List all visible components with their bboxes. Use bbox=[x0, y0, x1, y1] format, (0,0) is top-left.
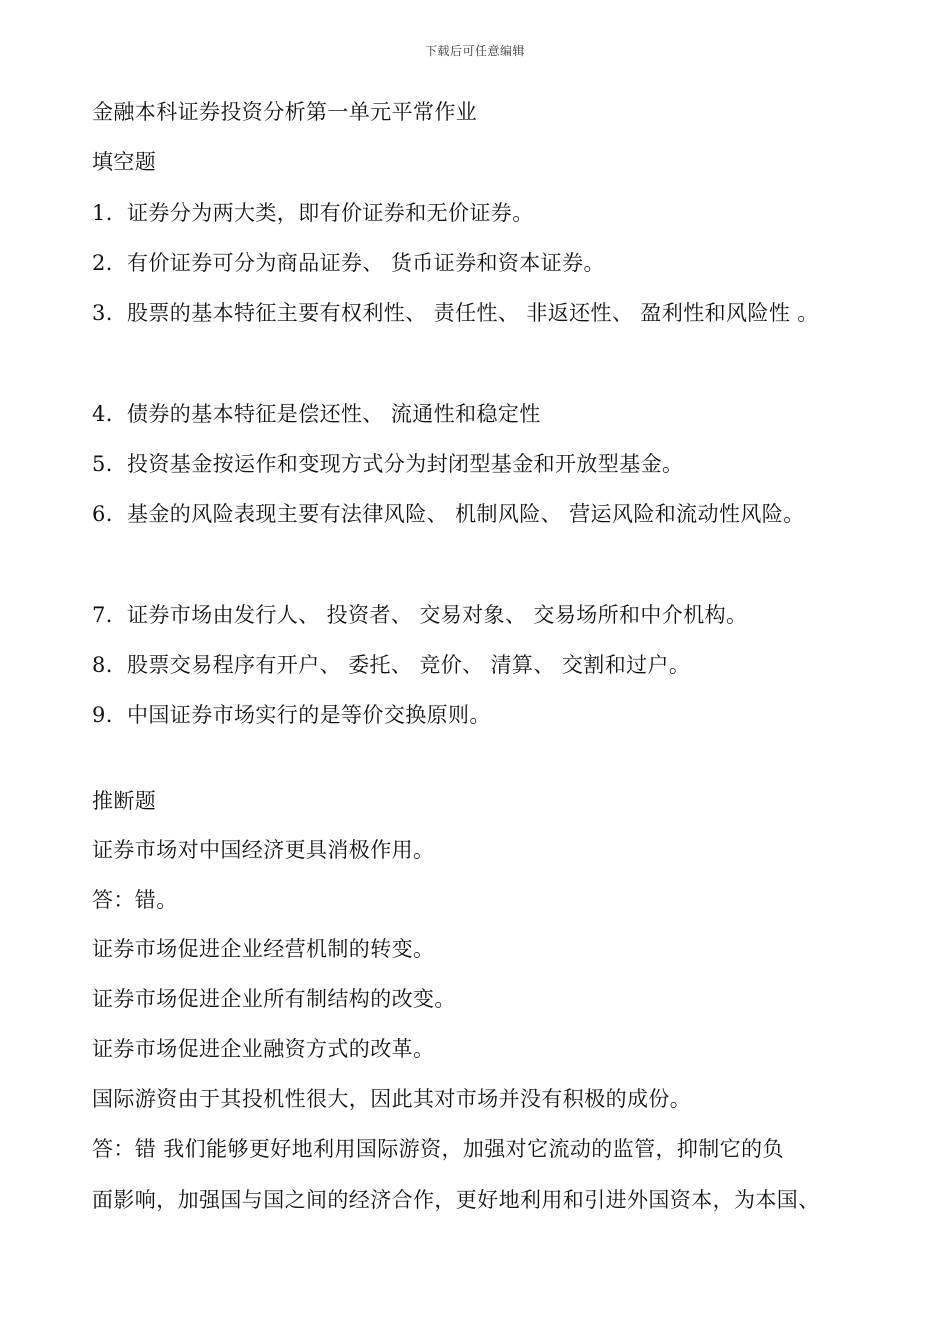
judge-line: 证券市场促进企业经营机制的转变。 bbox=[92, 937, 435, 961]
fill-item-5 bbox=[92, 450, 683, 478]
item-number: 7. bbox=[92, 603, 113, 627]
judge-line: 证券市场促进企业融资方式的改革。 bbox=[92, 1037, 435, 1061]
item-text: 证券市场由发行人、 投资者、 交易对象、 交易场所和中介机构。 bbox=[127, 603, 748, 627]
item-text: 投资基金按运作和变现方式分为封闭型基金和开放型基金。 bbox=[127, 452, 684, 476]
fill-item-8 bbox=[92, 651, 690, 679]
item-text: 债券的基本特征是偿还性、 流通性和稳定性 bbox=[127, 402, 541, 426]
fill-item-4 bbox=[92, 400, 541, 428]
section-heading-fill-in: 填空题 bbox=[92, 150, 157, 174]
fill-item-1 bbox=[92, 199, 534, 227]
judge-answer: 答：错。 bbox=[92, 888, 178, 912]
item-number: 9. bbox=[92, 703, 113, 727]
judge-line: 国际游资由于其投机性很大，因此其对市场并没有积极的成份。 bbox=[92, 1087, 692, 1111]
section-heading-judgement: 推断题 bbox=[92, 789, 157, 813]
item-number: 3. bbox=[92, 301, 113, 325]
fill-item-7 bbox=[92, 601, 747, 629]
judge-line: 证券市场促进企业所有制结构的改变。 bbox=[92, 987, 456, 1011]
judge-line: 证券市场对中国经济更具消极作用。 bbox=[92, 838, 435, 862]
fill-item-2 bbox=[92, 249, 605, 277]
judge-answer-continued: 面影响，加强国与国之间的经济合作，更好地利用和引进外国资本，为本国、 bbox=[92, 1188, 820, 1212]
item-number: 5. bbox=[92, 452, 113, 476]
item-number: 2. bbox=[92, 251, 113, 275]
fill-item-6 bbox=[92, 500, 805, 528]
item-number: 1. bbox=[92, 201, 113, 225]
item-text: 中国证券市场实行的是等价交换原则。 bbox=[127, 703, 491, 727]
item-text: 基金的风险表现主要有法律风险、 机制风险、 营运风险和流动性风险。 bbox=[127, 502, 805, 526]
item-text: 股票交易程序有开户、 委托、 竞价、 清算、 交割和过户。 bbox=[127, 653, 691, 677]
item-text: 有价证券可分为商品证券、 货币证券和资本证券。 bbox=[127, 251, 605, 275]
fill-item-9 bbox=[92, 701, 491, 729]
item-number: 4. bbox=[92, 402, 113, 426]
item-number: 8. bbox=[92, 653, 113, 677]
item-text: 证券分为两大类，即有价证券和无价证券。 bbox=[127, 201, 534, 225]
document-title: 金融本科证券投资分析第一单元平常作业 bbox=[92, 100, 478, 124]
item-text: 股票的基本特征主要有权利性、 责任性、 非返还性、 盈利性和风险性 。 bbox=[127, 301, 819, 325]
fill-item-3 bbox=[92, 299, 819, 327]
header-note: 下载后可任意编辑 bbox=[424, 44, 525, 58]
item-number: 6. bbox=[92, 502, 113, 526]
judge-answer: 答：错 我们能够更好地利用国际游资，加强对它流动的监管，抑制它的负 bbox=[92, 1137, 784, 1161]
